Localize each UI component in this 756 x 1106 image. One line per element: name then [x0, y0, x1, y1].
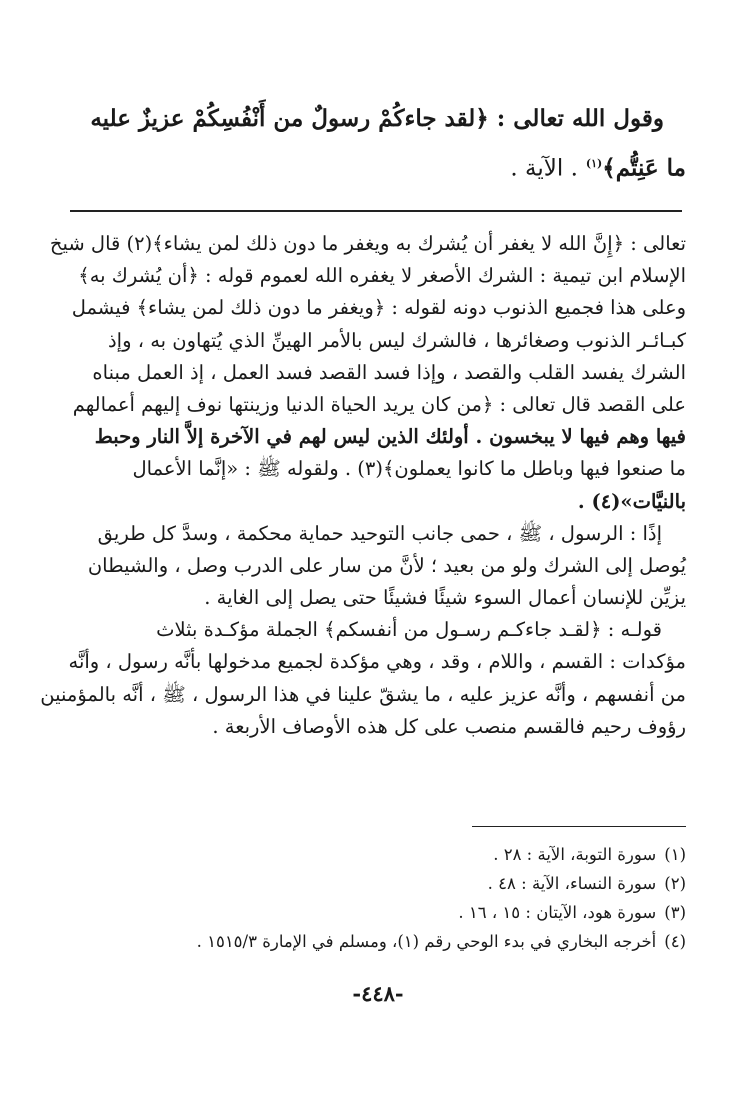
heading-line-1 — [74, 96, 686, 141]
body-line: رؤوف رحيم فالقسم منصب على كل هذه الأوصاف الأربعة . — [212, 714, 686, 738]
body-line: يزيِّن للإنسان أعمال السوء شيئًا فشيئًا حتى يصل إلى الغاية . — [204, 586, 686, 610]
footnote-item — [74, 898, 686, 927]
heading-quote-part-2: ما عَنِتُّم﴾ — [602, 154, 686, 182]
body-line: وعلى هذا فجميع الذنوب دونه لقوله : ﴿ويغفر ما دون ذلك لمن يشاء﴾ فيشمل — [71, 296, 686, 320]
footnote-text: سورة النساء، الآية : ٤٨ . — [487, 874, 657, 893]
footnote-item — [74, 840, 686, 869]
footnotes — [74, 840, 686, 956]
body-line: يُوصل إلى الشرك ولو من بعيد ؛ لأنَّ من سار على الدرب وصل ، والشيطان — [87, 553, 686, 577]
body-line: قولـه : ﴿لقـد جاءكـم رسـول من أنفسكم﴾ الجملة مؤكـدة بثلاث — [156, 618, 662, 642]
page-number: -٤٤٨- — [352, 981, 404, 1006]
footnote-item — [74, 869, 686, 898]
body-line: على القصد قال تعالى : ﴿من كان يريد الحياة الدنيا وزينتها نوف إليهم أعمالهم — [72, 392, 686, 416]
footnote-text: سورة هود، الآيتان : ١٥ ، ١٦ . — [458, 903, 657, 922]
heading-ayah-end: . الآية . — [510, 155, 578, 182]
body-line: كبـائـر الذنوب وصغائرها ، فالشرك ليس بالأمر الهينِّ الذي يُتهاون به ، وإذ — [107, 328, 686, 352]
footnote-number: (٣) — [664, 903, 686, 922]
heading-quote-part-1: ﴿لقد جاءكُمْ رسولٌ من أَنْفُسِكُمْ عزيزٌ عليه — [90, 105, 489, 132]
footnote-item — [74, 927, 686, 956]
body-line: الشرك يفسد القلب والقصد ، وإذا فسد القصد فسد العمل ، إذ العمل مبناه — [92, 360, 686, 384]
body-line: الإسلام ابن تيمية : الشرك الأصغر لا يغفره الله لعموم قوله : ﴿أن يُشرك به﴾ — [78, 264, 686, 288]
heading-intro: وقول الله تعالى : — [496, 105, 664, 132]
body-line: فيها وهم فيها لا يبخسون . أولئك الذين ليس لهم في الآخرة إلاَّ النار وحبط — [94, 425, 686, 449]
footnote-text: أخرجه البخاري في بدء الوحي رقم (١)، ومسلم في الإمارة ١٥١٥/٣ . — [196, 932, 657, 951]
footnote-number: (٢) — [664, 874, 686, 893]
body-line: تعالى : ﴿إِنَّ الله لا يغفر أن يُشرك به ويغفر ما دون ذلك لمن يشاء﴾(٢) قال شيخ — [49, 232, 686, 255]
footnote-number: (١) — [664, 845, 686, 864]
body-line: إذًا : الرسول ، ﷺ ، حمى جانب التوحيد حماية محكمة ، وسدَّ كل طريق — [97, 521, 662, 545]
body-line: ما صنعوا فيها وباطل ما كانوا يعملون﴾(٣) . ولقوله ﷺ : «إنَّما الأعمال — [132, 457, 686, 481]
section-divider — [70, 210, 682, 212]
body-line: بالنيَّات»(٤) . — [577, 489, 686, 513]
footnote-number: (٤) — [664, 932, 686, 951]
footnote-ref-1: (١) — [585, 157, 603, 170]
body-text — [40, 228, 686, 743]
heading-quote — [74, 96, 686, 192]
heading-line-2 — [74, 141, 686, 192]
footnote-text: سورة التوبة، الآية : ٢٨ . — [493, 845, 657, 864]
footnote-divider — [472, 826, 686, 827]
body-line: مؤكدات : القسم ، واللام ، وقد ، وهي مؤكدة لجميع مدخولها بأنَّه رسول ، وأنَّه — [68, 650, 686, 674]
body-line: من أنفسهم ، وأنَّه عزيز عليه ، ما يشقّ علينا في هذا الرسول ، ﷺ ، أنَّه بالمؤمنين — [40, 682, 686, 706]
